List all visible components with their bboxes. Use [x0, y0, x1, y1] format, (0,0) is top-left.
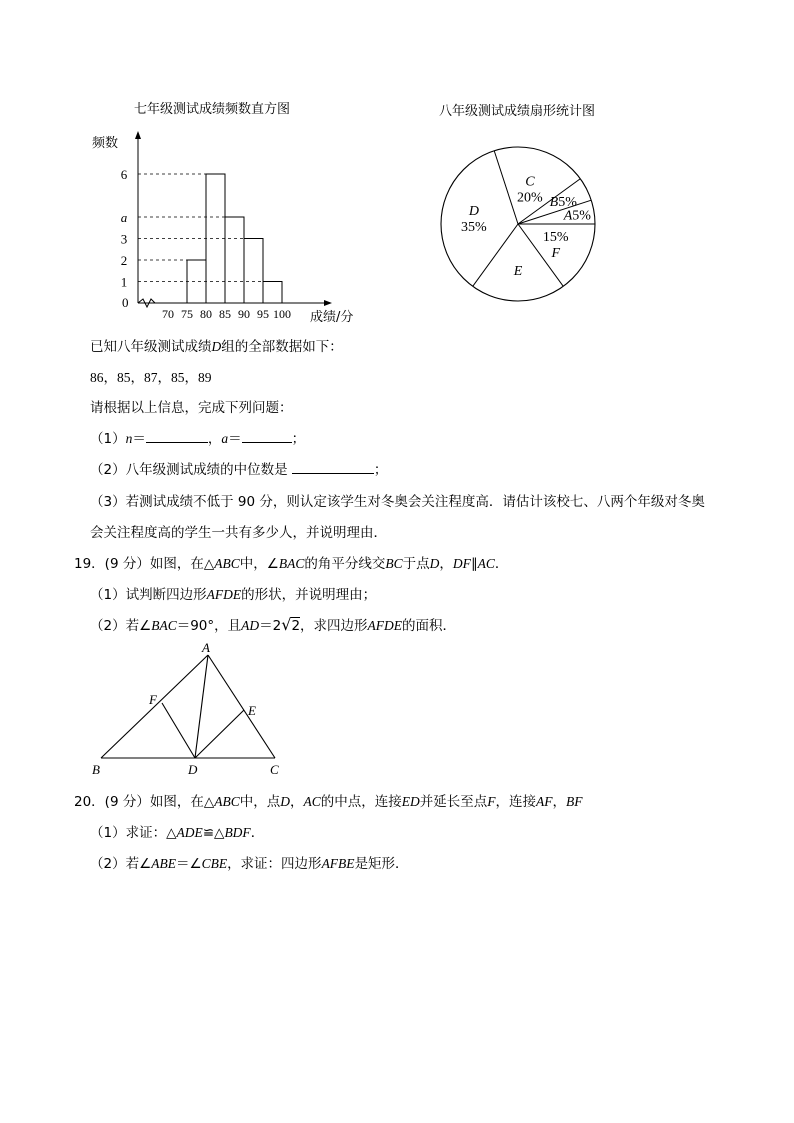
p20-mid2: 的中点，连接 — [320, 794, 402, 810]
hist-bar — [225, 217, 244, 303]
p19-q2b: ＝90°，且 — [176, 618, 242, 634]
p20-head: 20．(9 分）如图，在△ — [74, 794, 215, 810]
p19-mid3: 于点 — [402, 556, 430, 572]
pie-label — [550, 195, 578, 210]
instruction-line: 请根据以上信息，完成下列问题： — [90, 400, 293, 416]
p20-mid1: 中，点 — [239, 794, 281, 810]
q1-a-blank[interactable] — [242, 430, 292, 443]
pie-label-bottom: F — [551, 246, 561, 262]
p19-figure-svg — [88, 640, 298, 780]
p19-mid1: 中，∠ — [239, 556, 279, 572]
p19-abc: ABC — [214, 556, 240, 571]
pie-svg — [425, 95, 625, 310]
p20-q2c: ，求证：四边形 — [227, 856, 322, 872]
p20-bf: BF — [565, 794, 583, 809]
pie-label-top: C — [525, 174, 535, 190]
x-tick-label: 70 — [162, 307, 174, 321]
p20-d: D — [280, 794, 290, 809]
histogram-bars — [138, 174, 282, 303]
p20-q1ade: ADE — [176, 825, 203, 840]
p20-q2 — [90, 852, 409, 872]
label-a: A — [202, 640, 210, 655]
pie-label — [563, 209, 592, 224]
p20-q1bdf: BDF — [224, 825, 251, 840]
pie-label-letter: B — [549, 194, 559, 210]
q1-eq1: ＝ — [132, 431, 146, 447]
known-line — [90, 335, 343, 355]
q2-text: （2）八年级测试成绩的中位数是 — [90, 462, 288, 478]
p19-mid2: 的角平分线交 — [304, 556, 386, 572]
label-e: E — [248, 703, 256, 718]
y-tick-label: 6 — [120, 167, 128, 182]
p19-statement — [74, 552, 508, 572]
q1-eq2: ＝ — [228, 431, 242, 447]
label-b: B — [92, 762, 100, 777]
p19-q2 — [90, 614, 456, 634]
p20-ac: AC — [303, 794, 321, 809]
p19-q1a: （1）试判断四边形 — [90, 587, 207, 603]
q1-a: a — [221, 431, 229, 446]
p19-q2ad: AD — [241, 618, 260, 633]
question-1 — [90, 427, 305, 447]
question-3-line2: 会关注程度高的学生一共有多少人，并说明理由． — [90, 525, 387, 541]
pie-label-bottom: 20% — [517, 190, 543, 206]
p19-q2afde: AFDE — [367, 618, 403, 633]
label-c: C — [270, 762, 279, 777]
p20-mid4: ，连接 — [495, 794, 536, 810]
p19-bac: BAC — [278, 556, 305, 571]
seg-ac — [208, 655, 275, 758]
y-tick-label: 3 — [120, 231, 128, 247]
histogram-ylabel: 频数 — [92, 136, 119, 151]
p19-bc: BC — [385, 556, 403, 571]
q1-n: n — [125, 431, 133, 446]
p19-figure — [88, 640, 298, 780]
seg-de — [195, 710, 244, 758]
pie-label-bottom: 35% — [461, 220, 487, 236]
q2-blank[interactable] — [292, 461, 374, 474]
seg-ad — [195, 655, 208, 758]
y-tick-label: a — [120, 210, 128, 225]
data-line: 86，85，87，85，89 — [90, 370, 212, 385]
p20-ed: ED — [401, 794, 420, 809]
y-tick-label: 2 — [120, 253, 128, 268]
p19-afde: AFDE — [206, 587, 242, 602]
known-suffix: 组的全部数据如下： — [221, 339, 343, 355]
q1-end: ； — [291, 431, 306, 447]
p20-q2abe: ABE — [151, 856, 176, 871]
p19-q1b: 的形状，并说明理由； — [241, 587, 377, 603]
x-tick-label: 80 — [200, 307, 212, 321]
p19-q2a: （2）若∠ — [90, 618, 152, 634]
seg-df — [162, 703, 195, 758]
p19-parallel: ∥ — [470, 556, 478, 572]
histogram-svg — [80, 95, 380, 330]
pie-label: E — [513, 264, 523, 280]
p19-q1 — [90, 583, 376, 603]
histogram-chart — [80, 95, 380, 330]
x-tick-label: 85 — [219, 307, 231, 321]
p19-q2bac: BAC — [151, 618, 177, 633]
histogram-title: 七年级测试成绩频数直方图 — [133, 102, 291, 117]
question-3-line1: （3）若测试成绩不低于 90 分，则认定该学生对冬奥会关注程度高．请估计该校七、八两个年级对冬奥 — [90, 494, 705, 510]
hist-bar — [187, 260, 206, 303]
p20-c2: ， — [552, 794, 566, 810]
q1-label: （1） — [90, 431, 126, 447]
q1-n-blank[interactable] — [146, 430, 208, 443]
p20-statement — [74, 790, 582, 810]
pie-label-top: D — [468, 204, 479, 220]
origin-label: 0 — [122, 295, 129, 310]
q2-end: ； — [373, 462, 388, 478]
x-tick-label: 100 — [273, 307, 291, 321]
label-d: D — [188, 762, 198, 777]
p19-comma: ， — [439, 556, 453, 572]
q1-sep: ， — [207, 431, 222, 447]
y-tick-label: 1 — [120, 274, 128, 290]
sqrt-symbol: √ — [281, 615, 292, 634]
p20-q2afbe: AFBE — [321, 856, 355, 871]
pie-label-percent: 5% — [572, 208, 591, 224]
histogram-xlabel: 成绩/分 — [310, 310, 354, 325]
x-axis-arrow — [324, 300, 332, 306]
p19-ac: AC — [477, 556, 495, 571]
x-tick-label: 75 — [181, 307, 193, 321]
hist-bar — [263, 282, 282, 304]
p19-q2e: 的面积． — [402, 618, 457, 634]
p20-q1c: ． — [250, 825, 265, 841]
histogram-axes — [122, 131, 332, 310]
pie-label-top: 15% — [542, 230, 569, 246]
x-tick-label: 90 — [238, 307, 250, 321]
known-prefix: 已知八年级测试成绩 — [90, 339, 212, 355]
p20-mid3: 并延长至点 — [419, 794, 488, 810]
pie-title: 八年级测试成绩扇形统计图 — [438, 104, 596, 119]
pie-label-letter: A — [563, 208, 573, 224]
p19-df: DF — [452, 556, 471, 571]
p20-q1 — [90, 821, 264, 841]
histogram-x-ticks — [162, 307, 291, 321]
p19-q2c: ＝2 — [259, 618, 282, 634]
question-2 — [90, 458, 387, 478]
known-var: D — [211, 339, 222, 354]
p19-q2d: ，求四边形 — [300, 618, 368, 634]
p20-c1: ， — [289, 794, 304, 810]
x-tick-label: 95 — [257, 307, 269, 321]
p20-q2cbe: CBE — [201, 856, 228, 871]
p20-f: F — [487, 794, 496, 809]
p19-end: ． — [494, 556, 509, 572]
p19-head: 19．(9 分）如图，在△ — [74, 556, 215, 572]
p20-q2a: （2）若∠ — [90, 856, 152, 872]
p20-q1a: （1）求证：△ — [90, 825, 177, 841]
p20-abc: ABC — [214, 794, 240, 809]
hist-bar — [244, 239, 263, 304]
label-f: F — [149, 692, 157, 707]
p19-d: D — [429, 556, 440, 571]
p19-sqrt-radicand: 2 — [291, 618, 301, 634]
p20-q2b: ＝∠ — [175, 856, 202, 872]
p20-q2d: 是矩形． — [354, 856, 409, 872]
pie-label-percent: 5% — [558, 194, 577, 210]
p20-q1b: ≌△ — [202, 825, 225, 841]
p20-af: AF — [535, 794, 553, 809]
y-axis-arrow — [135, 131, 141, 139]
pie-chart — [425, 95, 625, 310]
histogram-y-ticks — [121, 167, 128, 290]
